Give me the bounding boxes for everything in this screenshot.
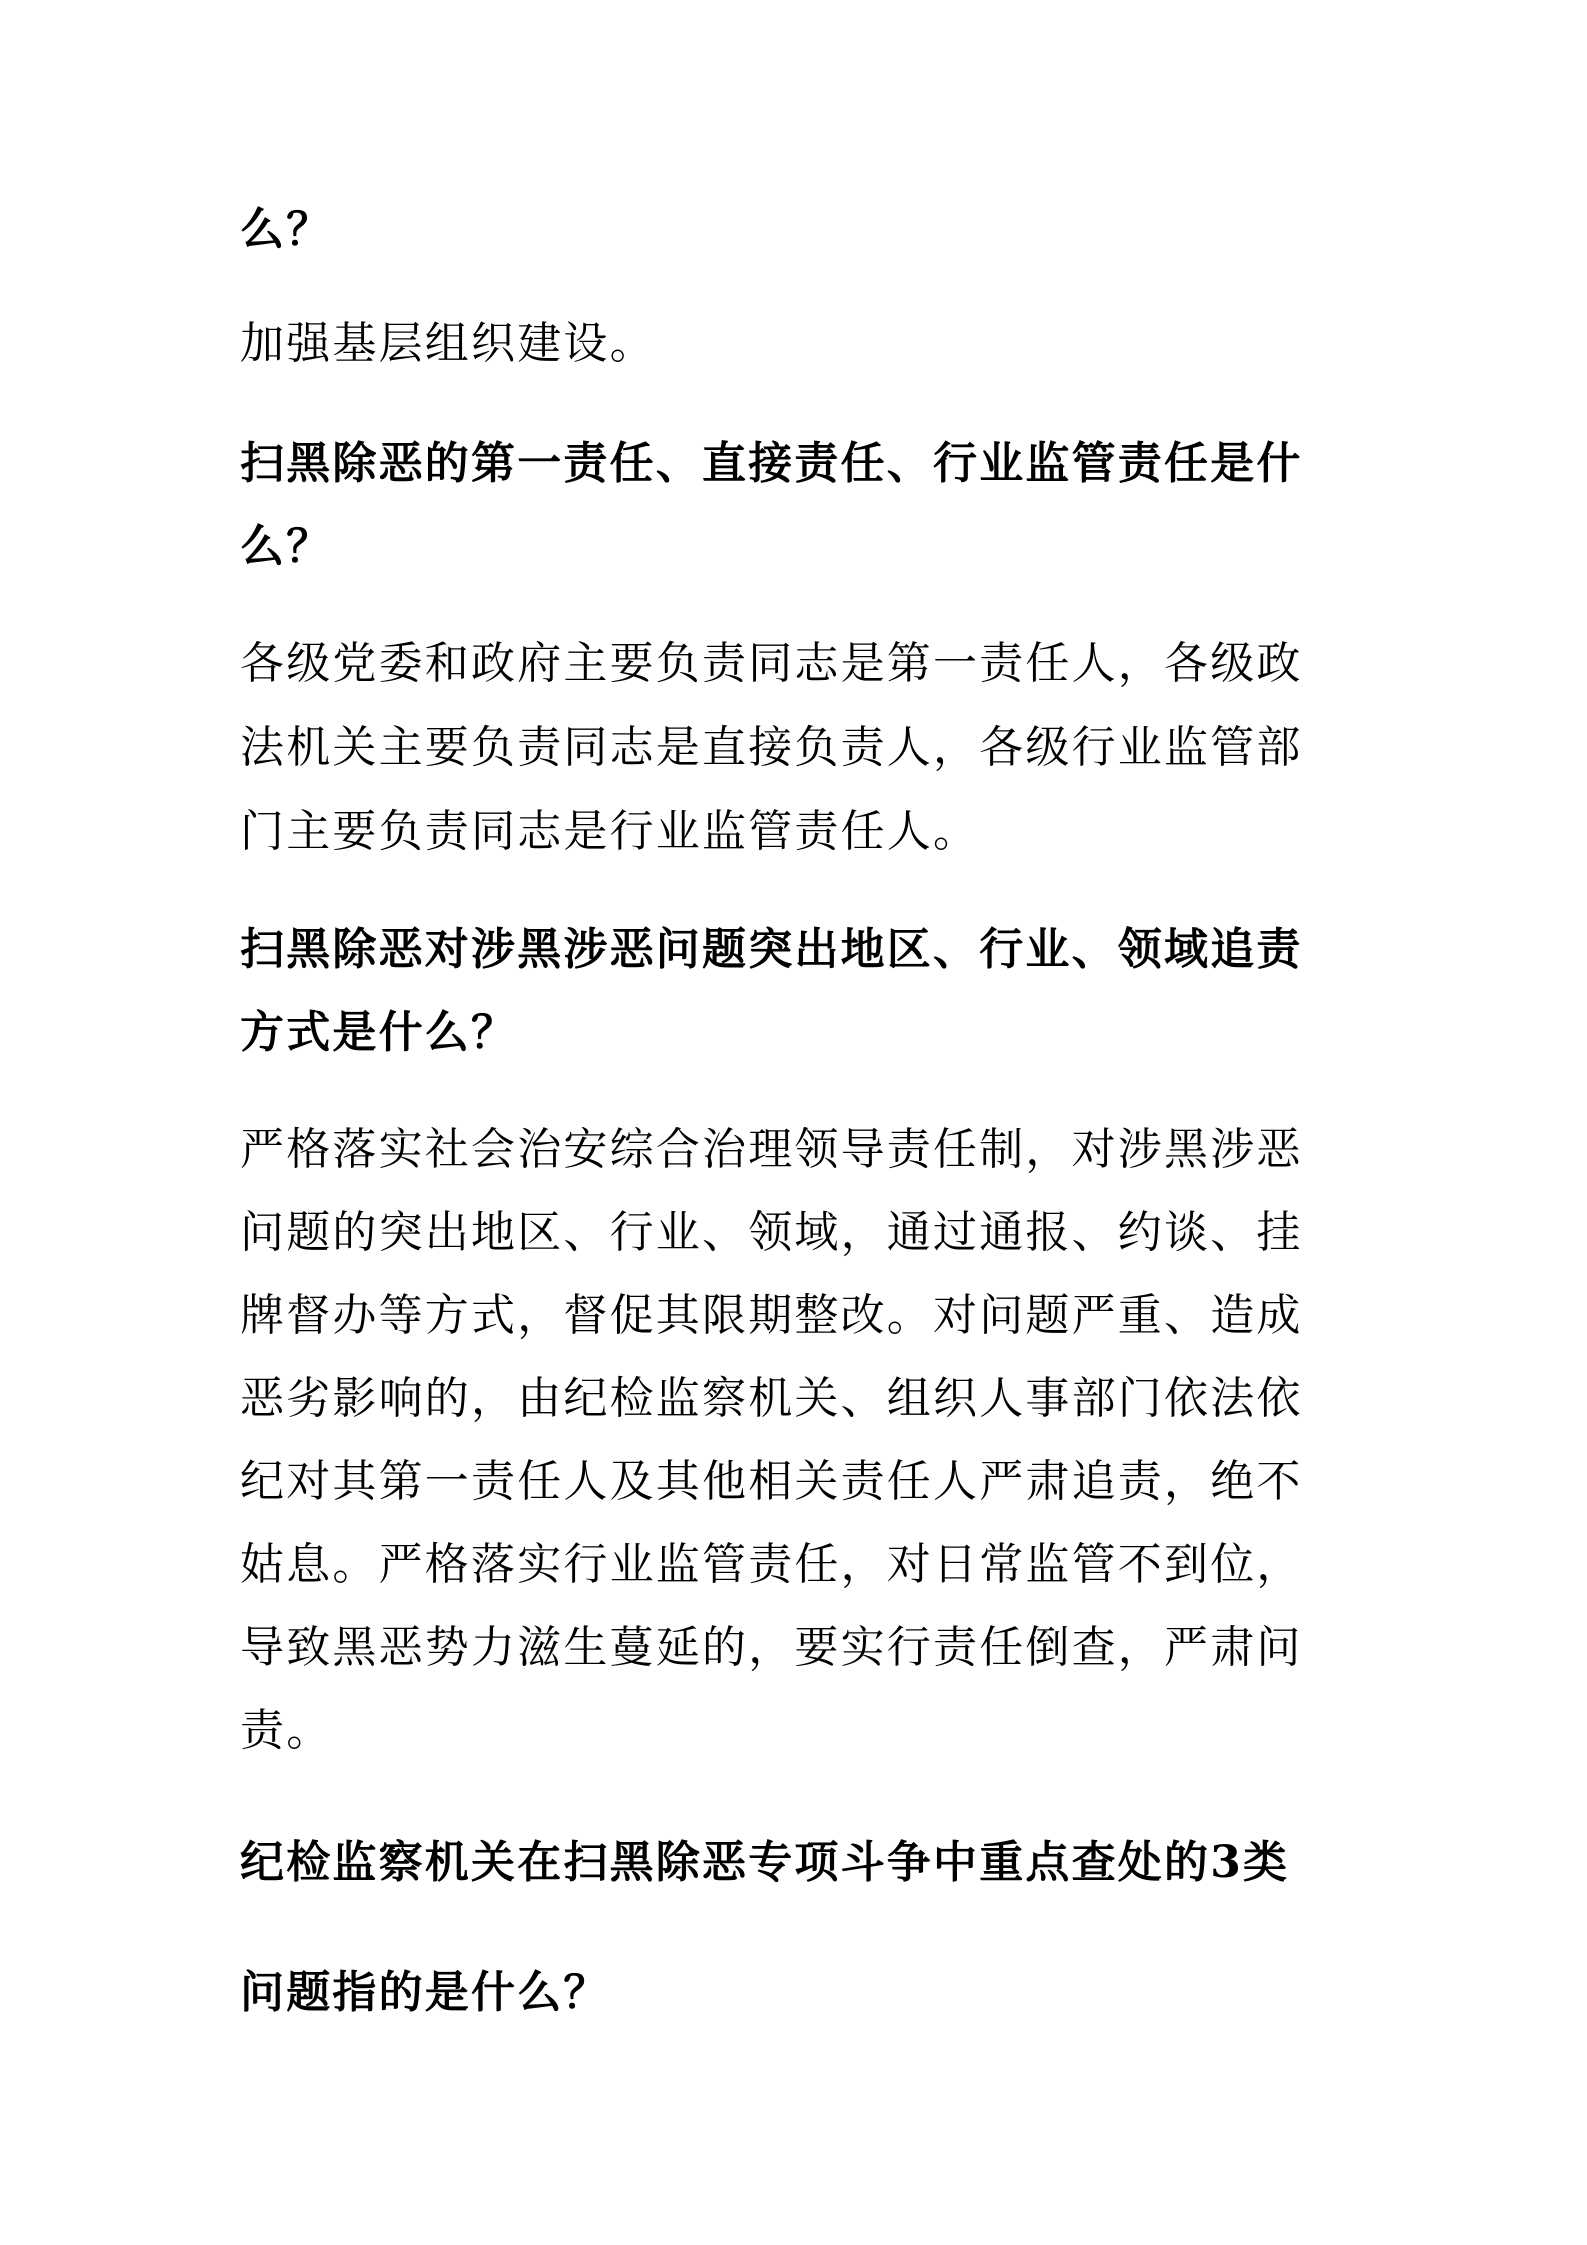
question-heading-line: 扫黑除恶的第一责任、直接责任、行业监管责任是什 xyxy=(240,438,1303,489)
answer-paragraph-line: 恶劣影响的，由纪检监察机关、组织人事部门依法依 xyxy=(240,1373,1303,1424)
answer-paragraph-line: 严格落实社会治安综合治理领导责任制，对涉黑涉恶 xyxy=(240,1124,1303,1175)
answer-paragraph-line: 纪对其第一责任人及其他相关责任人严肃追责，绝不 xyxy=(240,1456,1303,1507)
question-heading-line: 纪检监察机关在扫黑除恶专项斗争中重点查处的3类 xyxy=(240,1837,1290,1888)
answer-paragraph-line: 姑息。严格落实行业监管责任，对日常监管不到位， xyxy=(240,1539,1303,1590)
answer-paragraph-line: 门主要负责同志是行业监管责任人。 xyxy=(240,806,980,857)
answer-paragraph-line: 导致黑恶势力滋生蔓延的，要实行责任倒查，严肃问 xyxy=(240,1622,1303,1673)
answer-paragraph-line: 牌督办等方式，督促其限期整改。对问题严重、造成 xyxy=(240,1290,1303,1341)
heading-continuation: 么？ xyxy=(240,204,333,255)
answer-paragraph-line: 问题的突出地区、行业、领域，通过通报、约谈、挂 xyxy=(240,1207,1303,1258)
answer-paragraph-line: 各级党委和政府主要负责同志是第一责任人，各级政 xyxy=(240,638,1303,689)
answer-paragraph-line: 法机关主要负责同志是直接负责人，各级行业监管部 xyxy=(240,722,1303,773)
question-heading-line: 问题指的是什么？ xyxy=(240,1967,610,2018)
question-heading-line: 方式是什么？ xyxy=(240,1007,518,1058)
answer-paragraph-line: 责。 xyxy=(240,1705,333,1756)
answer-paragraph-line: 加强基层组织建设。 xyxy=(240,318,656,369)
question-heading-line: 么？ xyxy=(240,521,333,572)
question-heading-line: 扫黑除恶对涉黑涉恶问题突出地区、行业、领域追责 xyxy=(240,924,1303,975)
